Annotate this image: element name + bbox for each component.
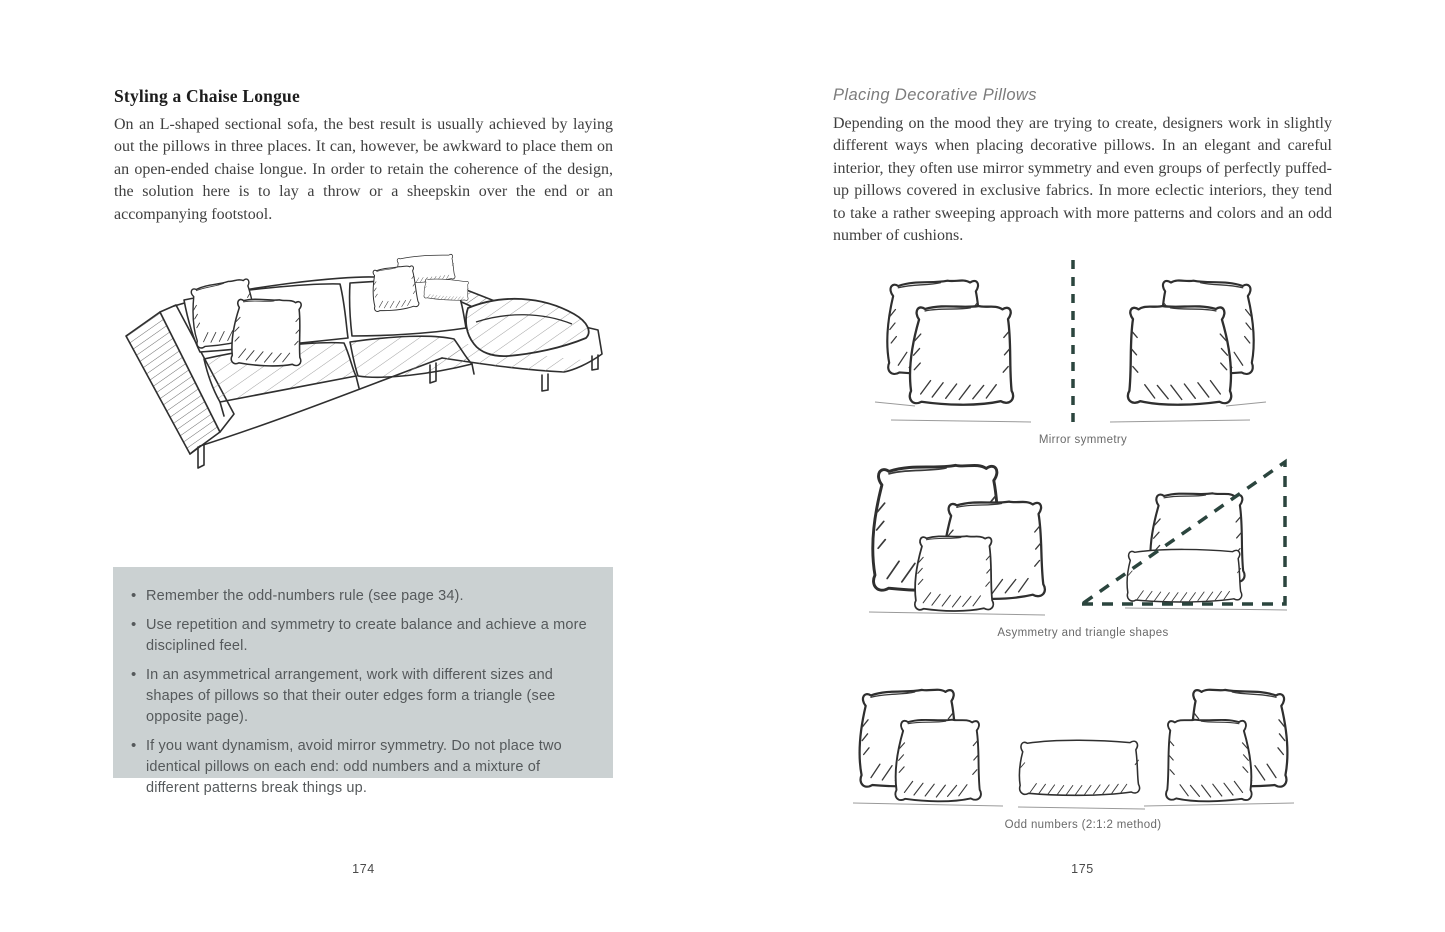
figure-caption-mirror-symmetry: Mirror symmetry — [1038, 434, 1128, 446]
figure-caption-odd-numbers: Odd numbers (2:1:2 method) — [1004, 819, 1162, 831]
tips-box — [113, 567, 613, 797]
odd-center-lumbar — [1018, 740, 1145, 809]
figure-mirror-symmetry — [833, 252, 1333, 432]
tip-item: • Remember the odd-numbers rule (see page 34). — [127, 586, 595, 607]
right-page-number: 175 — [1071, 862, 1094, 876]
left-page-heading: Styling a Chaise Longue — [114, 86, 300, 106]
figure-asymmetry-triangle — [833, 452, 1333, 622]
sofa-sketch-illustration — [112, 244, 622, 472]
odd-right-pair — [1144, 689, 1294, 806]
tip-item: • If you want dynamism, avoid mirror symmetry. Do not place two identical pillows on each end: odd numbers and a mixture of different patterns break things up. — [127, 736, 595, 799]
pillow-pair-right — [1110, 279, 1266, 422]
right-page-heading: Placing Decorative Pillows — [833, 86, 1037, 104]
odd-left-pair — [853, 689, 1003, 806]
figure-odd-numbers — [833, 675, 1333, 815]
throw-blanket-sketch — [466, 299, 589, 356]
pillow-pair-with-lumbar — [1125, 492, 1287, 610]
tip-item: • In an asymmetrical arrangement, work with different sizes and shapes of pillows so that their outer edges form a triangle (see opposite page). — [127, 665, 595, 728]
pillow-stack-three-sizes — [869, 465, 1045, 615]
right-page-body: Depending on the mood they are trying to create, designers work in slightly different ways when placing decorative pillows. In an elegant and careful interior, they often use mirror symmetry and even groups of perfectly puffed-up pillows covered in exclusive fabrics. In more eclectic interiors, they tend to take a rather sweeping approach with more patterns and colors and an odd number of cushions. — [833, 115, 1332, 244]
left-page-number: 174 — [352, 862, 375, 876]
tips-list — [127, 586, 595, 799]
pillow-pair-left — [875, 279, 1031, 422]
figure-caption-asymmetry-triangle: Asymmetry and triangle shapes — [997, 627, 1169, 639]
right-page-column — [833, 86, 1332, 247]
tip-item: • Use repetition and symmetry to create balance and achieve a more disciplined feel. — [127, 615, 595, 657]
left-page-body: On an L-shaped sectional sofa, the best result is usually achieved by laying out the pillows in three places. It can, however, be awkward to place them on an open-ended chaise longue. In order to retain the coherence of the design, the solution here is to lay a throw or a sheepskin over the end or an accompanying footstool. — [114, 116, 613, 223]
left-page-column — [114, 86, 613, 226]
